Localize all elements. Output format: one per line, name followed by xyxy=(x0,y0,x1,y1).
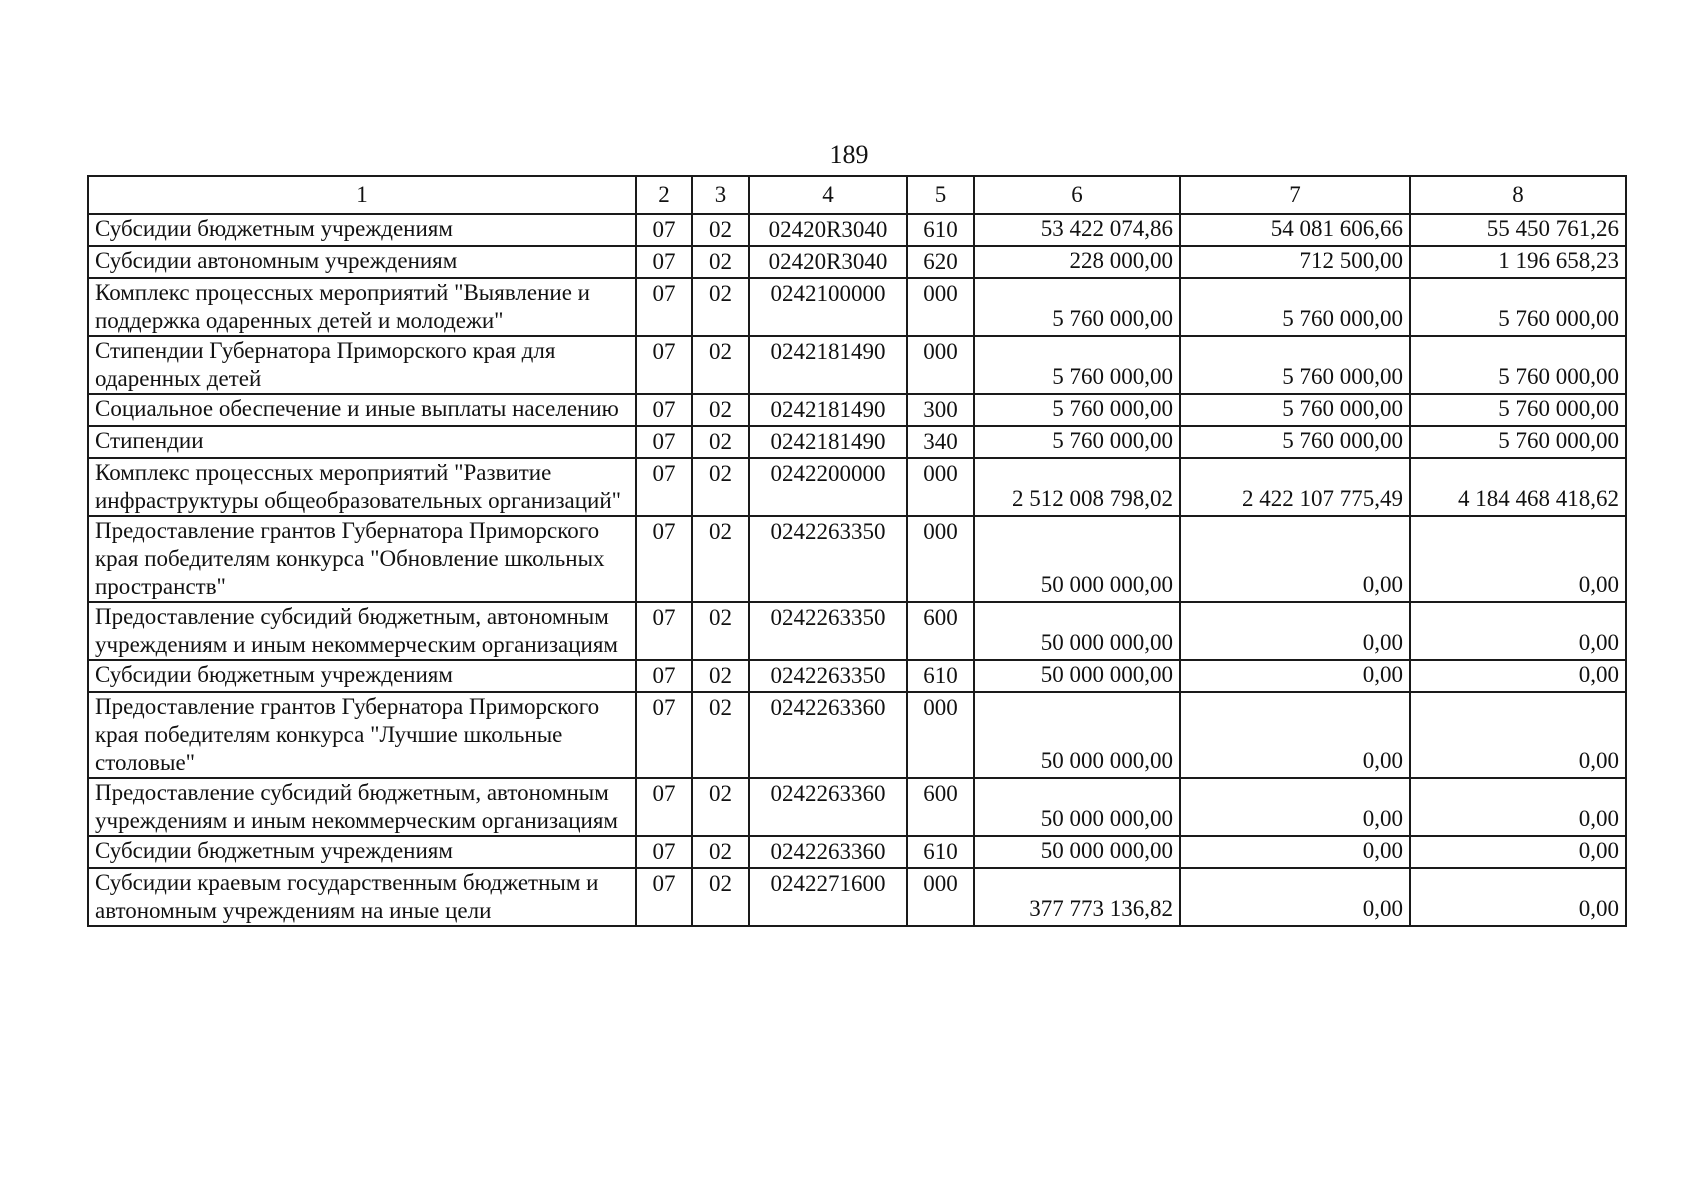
column-header-3: 3 xyxy=(692,176,749,214)
row-amount-col8-cell: 0,00 xyxy=(1410,868,1626,926)
table-row xyxy=(88,868,1626,926)
row-amount-col7-cell: 54 081 606,66 xyxy=(1180,214,1410,246)
row-section-cell: 07 xyxy=(636,602,692,660)
row-section-cell: 07 xyxy=(636,516,692,602)
row-target-code-cell: 0242263360 xyxy=(749,836,907,868)
row-name-cell: Субсидии бюджетным учреждениям xyxy=(88,836,636,868)
row-subsection-cell: 02 xyxy=(692,602,749,660)
row-target-code-cell: 0242181490 xyxy=(749,394,907,426)
row-amount-col8-cell: 5 760 000,00 xyxy=(1410,336,1626,394)
row-expense-type-cell: 610 xyxy=(907,660,974,692)
row-amount-col7-cell: 0,00 xyxy=(1180,836,1410,868)
row-subsection-cell: 02 xyxy=(692,278,749,336)
column-header-2: 2 xyxy=(636,176,692,214)
row-name-cell: Предоставление грантов Губернатора Приморского края победителям конкурса "Обновление школьных пространств" xyxy=(88,516,636,602)
row-subsection-cell: 02 xyxy=(692,246,749,278)
table-row xyxy=(88,516,1626,602)
row-amount-col7-cell: 0,00 xyxy=(1180,778,1410,836)
row-amount-col8-cell: 0,00 xyxy=(1410,516,1626,602)
row-amount-col7-cell: 5 760 000,00 xyxy=(1180,394,1410,426)
row-section-cell: 07 xyxy=(636,778,692,836)
row-name-cell: Субсидии бюджетным учреждениям xyxy=(88,660,636,692)
row-name-cell: Предоставление грантов Губернатора Приморского края победителям конкурса "Лучшие школьные столовые" xyxy=(88,692,636,778)
row-section-cell: 07 xyxy=(636,660,692,692)
row-name-cell: Комплекс процессных мероприятий "Выявление и поддержка одаренных детей и молодежи" xyxy=(88,278,636,336)
row-amount-col6-cell: 50 000 000,00 xyxy=(974,516,1180,602)
row-target-code-cell: 02420R3040 xyxy=(749,214,907,246)
row-amount-col7-cell: 5 760 000,00 xyxy=(1180,426,1410,458)
row-amount-col7-cell: 0,00 xyxy=(1180,602,1410,660)
row-amount-col6-cell: 228 000,00 xyxy=(974,246,1180,278)
row-target-code-cell: 0242271600 xyxy=(749,868,907,926)
row-section-cell: 07 xyxy=(636,214,692,246)
row-name-cell: Предоставление субсидий бюджетным, автономным учреждениям и иным некоммерческим организациям xyxy=(88,778,636,836)
row-amount-col6-cell: 50 000 000,00 xyxy=(974,778,1180,836)
row-name-cell: Социальное обеспечение и иные выплаты населению xyxy=(88,394,636,426)
row-section-cell: 07 xyxy=(636,692,692,778)
row-amount-col6-cell: 50 000 000,00 xyxy=(974,692,1180,778)
row-section-cell: 07 xyxy=(636,868,692,926)
row-expense-type-cell: 000 xyxy=(907,692,974,778)
row-subsection-cell: 02 xyxy=(692,836,749,868)
row-amount-col8-cell: 5 760 000,00 xyxy=(1410,426,1626,458)
table-row xyxy=(88,458,1626,516)
row-amount-col8-cell: 0,00 xyxy=(1410,692,1626,778)
row-subsection-cell: 02 xyxy=(692,426,749,458)
row-name-cell: Субсидии краевым государственным бюджетным и автономным учреждениям на иные цели xyxy=(88,868,636,926)
row-expense-type-cell: 340 xyxy=(907,426,974,458)
row-amount-col8-cell: 5 760 000,00 xyxy=(1410,394,1626,426)
row-amount-col6-cell: 50 000 000,00 xyxy=(974,602,1180,660)
row-amount-col6-cell: 5 760 000,00 xyxy=(974,426,1180,458)
row-name-cell: Субсидии автономным учреждениям xyxy=(88,246,636,278)
row-expense-type-cell: 600 xyxy=(907,602,974,660)
row-subsection-cell: 02 xyxy=(692,692,749,778)
row-amount-col6-cell: 5 760 000,00 xyxy=(974,278,1180,336)
row-expense-type-cell: 620 xyxy=(907,246,974,278)
row-amount-col6-cell: 5 760 000,00 xyxy=(974,394,1180,426)
row-expense-type-cell: 000 xyxy=(907,278,974,336)
row-amount-col7-cell: 0,00 xyxy=(1180,516,1410,602)
row-amount-col6-cell: 50 000 000,00 xyxy=(974,660,1180,692)
row-amount-col7-cell: 0,00 xyxy=(1180,692,1410,778)
row-target-code-cell: 0242263360 xyxy=(749,778,907,836)
row-section-cell: 07 xyxy=(636,246,692,278)
row-amount-col6-cell: 5 760 000,00 xyxy=(974,336,1180,394)
row-expense-type-cell: 610 xyxy=(907,214,974,246)
row-amount-col8-cell: 0,00 xyxy=(1410,660,1626,692)
row-amount-col8-cell: 4 184 468 418,62 xyxy=(1410,458,1626,516)
row-target-code-cell: 0242263350 xyxy=(749,516,907,602)
row-section-cell: 07 xyxy=(636,394,692,426)
column-header-7: 7 xyxy=(1180,176,1410,214)
row-expense-type-cell: 000 xyxy=(907,336,974,394)
row-amount-col8-cell: 5 760 000,00 xyxy=(1410,278,1626,336)
column-header-5: 5 xyxy=(907,176,974,214)
row-target-code-cell: 0242200000 xyxy=(749,458,907,516)
row-amount-col8-cell: 55 450 761,26 xyxy=(1410,214,1626,246)
row-subsection-cell: 02 xyxy=(692,458,749,516)
budget-table xyxy=(87,175,1627,927)
column-header-8: 8 xyxy=(1410,176,1626,214)
row-target-code-cell: 0242263350 xyxy=(749,660,907,692)
row-target-code-cell: 0242263350 xyxy=(749,602,907,660)
table-row xyxy=(88,278,1626,336)
row-name-cell: Стипендии xyxy=(88,426,636,458)
table-row xyxy=(88,246,1626,278)
row-name-cell: Субсидии бюджетным учреждениям xyxy=(88,214,636,246)
page-number: 189 xyxy=(829,140,869,169)
row-subsection-cell: 02 xyxy=(692,516,749,602)
row-subsection-cell: 02 xyxy=(692,868,749,926)
table-row xyxy=(88,778,1626,836)
row-subsection-cell: 02 xyxy=(692,394,749,426)
row-subsection-cell: 02 xyxy=(692,336,749,394)
row-target-code-cell: 0242263360 xyxy=(749,692,907,778)
row-target-code-cell: 0242100000 xyxy=(749,278,907,336)
table-row xyxy=(88,836,1626,868)
row-amount-col7-cell: 5 760 000,00 xyxy=(1180,278,1410,336)
column-header-6: 6 xyxy=(974,176,1180,214)
row-amount-col6-cell: 53 422 074,86 xyxy=(974,214,1180,246)
row-subsection-cell: 02 xyxy=(692,778,749,836)
row-amount-col7-cell: 712 500,00 xyxy=(1180,246,1410,278)
row-amount-col8-cell: 1 196 658,23 xyxy=(1410,246,1626,278)
table-row xyxy=(88,214,1626,246)
row-amount-col8-cell: 0,00 xyxy=(1410,836,1626,868)
row-expense-type-cell: 000 xyxy=(907,516,974,602)
row-amount-col6-cell: 2 512 008 798,02 xyxy=(974,458,1180,516)
row-amount-col7-cell: 0,00 xyxy=(1180,868,1410,926)
row-section-cell: 07 xyxy=(636,336,692,394)
row-amount-col6-cell: 50 000 000,00 xyxy=(974,836,1180,868)
row-section-cell: 07 xyxy=(636,278,692,336)
table-row xyxy=(88,660,1626,692)
row-section-cell: 07 xyxy=(636,836,692,868)
row-expense-type-cell: 600 xyxy=(907,778,974,836)
row-target-code-cell: 0242181490 xyxy=(749,336,907,394)
row-expense-type-cell: 000 xyxy=(907,458,974,516)
row-amount-col8-cell: 0,00 xyxy=(1410,778,1626,836)
header-row xyxy=(88,176,1626,214)
table-body xyxy=(88,214,1626,926)
row-amount-col7-cell: 0,00 xyxy=(1180,660,1410,692)
row-name-cell: Комплекс процессных мероприятий "Развитие инфраструктуры общеобразовательных организаций" xyxy=(88,458,636,516)
row-amount-col6-cell: 377 773 136,82 xyxy=(974,868,1180,926)
table-row xyxy=(88,394,1626,426)
table-row xyxy=(88,602,1626,660)
table-row xyxy=(88,336,1626,394)
row-name-cell: Предоставление субсидий бюджетным, автономным учреждениям и иным некоммерческим организациям xyxy=(88,602,636,660)
row-subsection-cell: 02 xyxy=(692,660,749,692)
row-target-code-cell: 02420R3040 xyxy=(749,246,907,278)
row-section-cell: 07 xyxy=(636,458,692,516)
row-amount-col7-cell: 2 422 107 775,49 xyxy=(1180,458,1410,516)
row-expense-type-cell: 610 xyxy=(907,836,974,868)
row-section-cell: 07 xyxy=(636,426,692,458)
row-amount-col7-cell: 5 760 000,00 xyxy=(1180,336,1410,394)
row-expense-type-cell: 300 xyxy=(907,394,974,426)
column-header-4: 4 xyxy=(749,176,907,214)
row-amount-col8-cell: 0,00 xyxy=(1410,602,1626,660)
column-header-1: 1 xyxy=(88,176,636,214)
row-target-code-cell: 0242181490 xyxy=(749,426,907,458)
table-row xyxy=(88,692,1626,778)
row-name-cell: Стипендии Губернатора Приморского края для одаренных детей xyxy=(88,336,636,394)
row-subsection-cell: 02 xyxy=(692,214,749,246)
table-row xyxy=(88,426,1626,458)
row-expense-type-cell: 000 xyxy=(907,868,974,926)
